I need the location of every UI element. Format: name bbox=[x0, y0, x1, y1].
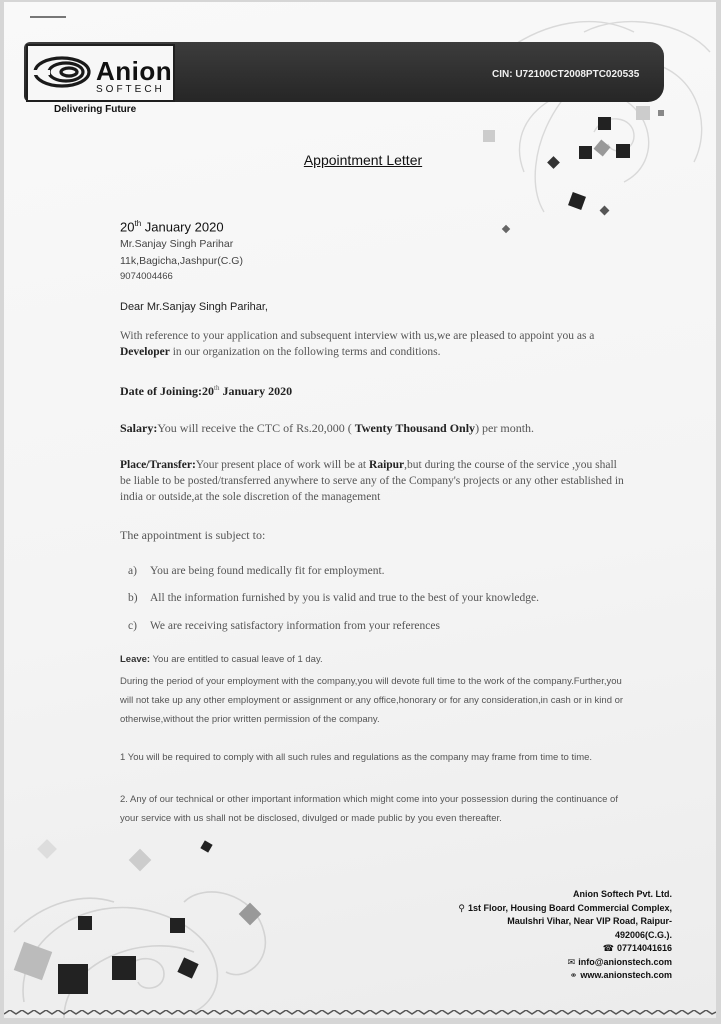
cin-number: CIN: U72100CT2008PTC020535 bbox=[492, 69, 640, 80]
date-month-year: January 2020 bbox=[144, 219, 224, 235]
recipient-name: Mr.Sanjay Singh Parihar bbox=[120, 238, 234, 250]
greeting: Dear Mr.Sanjay Singh Parihar, bbox=[120, 301, 268, 313]
subject-intro: The appointment is subject to: bbox=[120, 528, 266, 542]
deco-square bbox=[58, 964, 88, 994]
deco-square bbox=[112, 956, 136, 980]
condition-text: We are receiving satisfactory information from your references bbox=[150, 620, 440, 632]
condition-item bbox=[128, 565, 385, 577]
condition-marker: b) bbox=[128, 592, 138, 604]
footer-address-line bbox=[458, 902, 672, 916]
phone-icon: ☎ bbox=[602, 943, 614, 953]
deco-square bbox=[636, 106, 650, 120]
pen-mark bbox=[30, 16, 66, 18]
letter-title-text: Appointment Letter bbox=[303, 152, 423, 168]
job-role: Developer bbox=[120, 346, 170, 358]
place-transfer-paragraph bbox=[120, 457, 630, 505]
footer-email: info@anionstech.com bbox=[578, 956, 672, 967]
condition-text: You are being found medically fit for employment. bbox=[150, 565, 385, 577]
employment-paragraph: During the period of your employment with the company,you will devote full time to the work of the company.Further,you will not take up any other employment or assignment or any office,honorary or for any consideration,in cash or in kind or otherwise,without the prior written permission of the company. bbox=[120, 676, 624, 725]
recipient-phone: 9074004466 bbox=[120, 271, 173, 282]
deco-square bbox=[598, 117, 611, 130]
date-day: 20 bbox=[120, 219, 135, 235]
letter-title bbox=[4, 152, 716, 168]
bottom-border-pattern bbox=[4, 1010, 716, 1018]
salary-text-start: You will receive the CTC of Rs.20,000 ( bbox=[157, 421, 355, 435]
salary-words: Twenty Thousand Only bbox=[354, 421, 476, 435]
deco-square bbox=[483, 130, 495, 142]
footer-address-1: 1st Floor, Housing Board Commercial Complex, bbox=[467, 902, 672, 913]
intro-text-end: in our organization on the following terms and conditions. bbox=[169, 346, 441, 358]
joining-suffix: th bbox=[214, 384, 220, 392]
salary-text-end: ) per month. bbox=[475, 421, 535, 435]
intro-text-start: With reference to your application and subsequent interview with us,we are pleased to appoint you as a bbox=[120, 330, 595, 342]
condition-text: All the information furnished by you is valid and true to the best of your knowledge. bbox=[150, 592, 540, 604]
intro-paragraph bbox=[120, 328, 630, 360]
recipient-address: 11k,Bagicha,Jashpur(C.G) bbox=[120, 255, 243, 267]
deco-square bbox=[78, 916, 92, 930]
joining-day: 20 bbox=[202, 384, 214, 398]
joining-date-line bbox=[120, 384, 292, 399]
footer-phone-line bbox=[458, 942, 672, 956]
leave-line bbox=[120, 650, 630, 669]
condition-marker: c) bbox=[128, 620, 137, 632]
footer-company: Anion Softech Pvt. Ltd. bbox=[573, 889, 672, 899]
joining-month-year: January 2020 bbox=[219, 384, 293, 398]
footer-phone: 07714041616 bbox=[616, 943, 672, 953]
footer-contact bbox=[458, 888, 672, 983]
footer-website-line bbox=[458, 969, 672, 983]
leave-label: Leave: bbox=[120, 654, 151, 665]
globe-icon: ⚭ bbox=[569, 970, 578, 980]
anion-swirl-logo-icon bbox=[32, 52, 92, 92]
place-text-end: ,but during the course of the service ,you shall be liable to be posted/transferred anywhere to serve any of the Company's projects or any other established in india or outside,at the sole discretion of the management bbox=[120, 459, 624, 503]
deco-square bbox=[658, 110, 664, 116]
condition-marker: a) bbox=[128, 565, 137, 577]
place-text-start: Your present place of work will be at bbox=[195, 459, 370, 471]
place-label: Place/Transfer: bbox=[120, 459, 196, 471]
footer-website: www.anionstech.com bbox=[580, 970, 672, 980]
deco-square bbox=[170, 918, 185, 933]
rule-1: 1 You will be required to comply with all such rules and regulations as the company may frame from time to time. bbox=[120, 752, 593, 763]
location-pin-icon: ⚲ bbox=[458, 902, 465, 913]
salary-line bbox=[120, 421, 534, 436]
letter-page bbox=[4, 2, 716, 1018]
footer-email-line bbox=[458, 956, 672, 970]
letter-date bbox=[120, 219, 224, 234]
company-subtitle: SOFTECH bbox=[96, 84, 165, 95]
rule-2: 2. Any of our technical or other important information which might come into your possession during the continuance of your service with us shall not be disclosed, divulged or made public by you even thereafter. bbox=[120, 794, 618, 824]
condition-item bbox=[128, 620, 440, 632]
joining-label: Date of Joining: bbox=[120, 384, 202, 398]
date-suffix: th bbox=[134, 219, 142, 228]
work-city: Raipur bbox=[369, 459, 405, 471]
salary-label: Salary: bbox=[120, 421, 158, 435]
condition-item bbox=[128, 592, 539, 604]
email-icon: ✉ bbox=[567, 956, 576, 967]
leave-text: You are entitled to casual leave of 1 day. bbox=[150, 654, 323, 665]
tagline: Delivering Future bbox=[54, 104, 137, 115]
footer-address-3: 492006(C.G.). bbox=[614, 929, 672, 940]
company-name: Anion bbox=[96, 56, 173, 86]
footer-address-2: Maulshri Vihar, Near VIP Road, Raipur- bbox=[507, 916, 672, 926]
